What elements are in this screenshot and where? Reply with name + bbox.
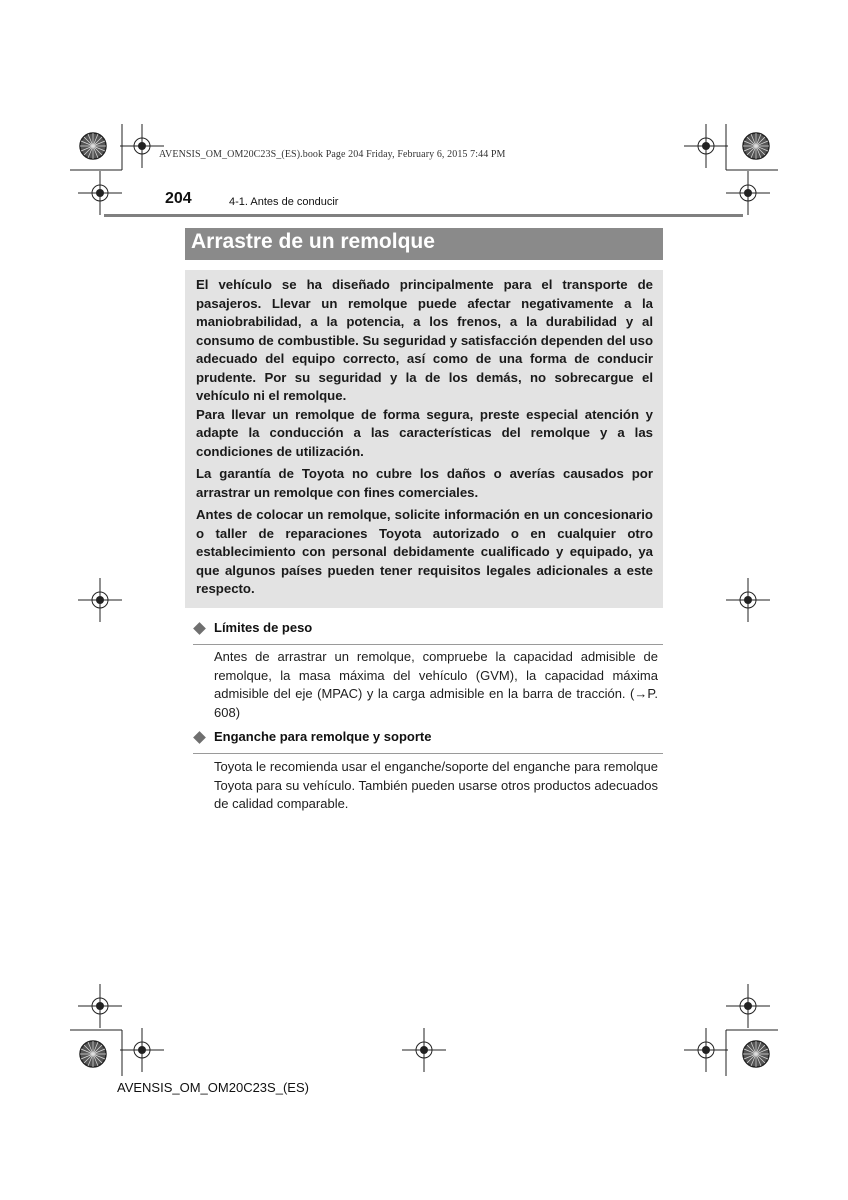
subheading-label: Enganche para remolque y soporte xyxy=(214,729,432,744)
warning-paragraph: Antes de colocar un remolque, solicite información en un concesionario o taller de reparaciones Toyota autorizado o en cualquier otro establecimiento con personal debidamente cualificado y equipado, ya que algunos países pueden tener requisitos legales adicionales a este respecto. xyxy=(196,507,653,596)
page-number: 204 xyxy=(165,190,192,207)
footer-code: AVENSIS_OM_OM20C23S_(ES) xyxy=(117,1080,309,1095)
page-title: Arrastre de un remolque xyxy=(191,230,435,253)
section-body: Antes de arrastrar un remolque, compruebe la capacidad admisible de remolque, la masa máxima del vehículo (GVM), la capacidad máxima admisible del eje (MPAC) y la carga admisible en la barra de tracción. (→P. 608) xyxy=(214,649,658,720)
diamond-bullet-icon xyxy=(193,622,206,635)
warning-paragraph: El vehículo se ha diseñado principalmente para el transporte de pasajeros. Llevar un remolque puede afectar negativamente a la maniobrabilidad, a la potencia, a los frenos, a la durabilidad y al consumo de combustible. Su seguridad y satisfacción dependen del uso adecuado del equipo correcto, así como de una forma de conducir prudente. Por su seguridad y la de los demás, no sobrecargue el vehículo ni el remolque. xyxy=(196,277,653,403)
subheading-hitch xyxy=(193,731,663,754)
warning-paragraph: Para llevar un remolque de forma segura, preste especial atención y adapte la conducción a las características del remolque y a las condiciones de utilización. xyxy=(196,406,653,459)
print-header: AVENSIS_OM_OM20C23S_(ES).book Page 204 Friday, February 6, 2015 7:44 PM xyxy=(159,149,506,160)
section-body: Toyota le recomienda usar el enganche/soporte del enganche para remolque Toyota para su vehículo. También pueden usarse otros productos adecuados de calidad comparable. xyxy=(214,759,658,812)
diamond-bullet-icon xyxy=(193,731,206,744)
header-rule xyxy=(104,214,743,217)
warning-paragraph: La garantía de Toyota no cubre los daños o averías causados por arrastrar un remolque con fines comerciales. xyxy=(196,466,653,500)
section-label: 4-1. Antes de conducir xyxy=(229,196,339,208)
subheading-label: Límites de peso xyxy=(214,620,313,635)
warning-box xyxy=(185,270,663,608)
subheading-weight-limits xyxy=(193,622,663,645)
page-title-bar xyxy=(185,228,663,260)
